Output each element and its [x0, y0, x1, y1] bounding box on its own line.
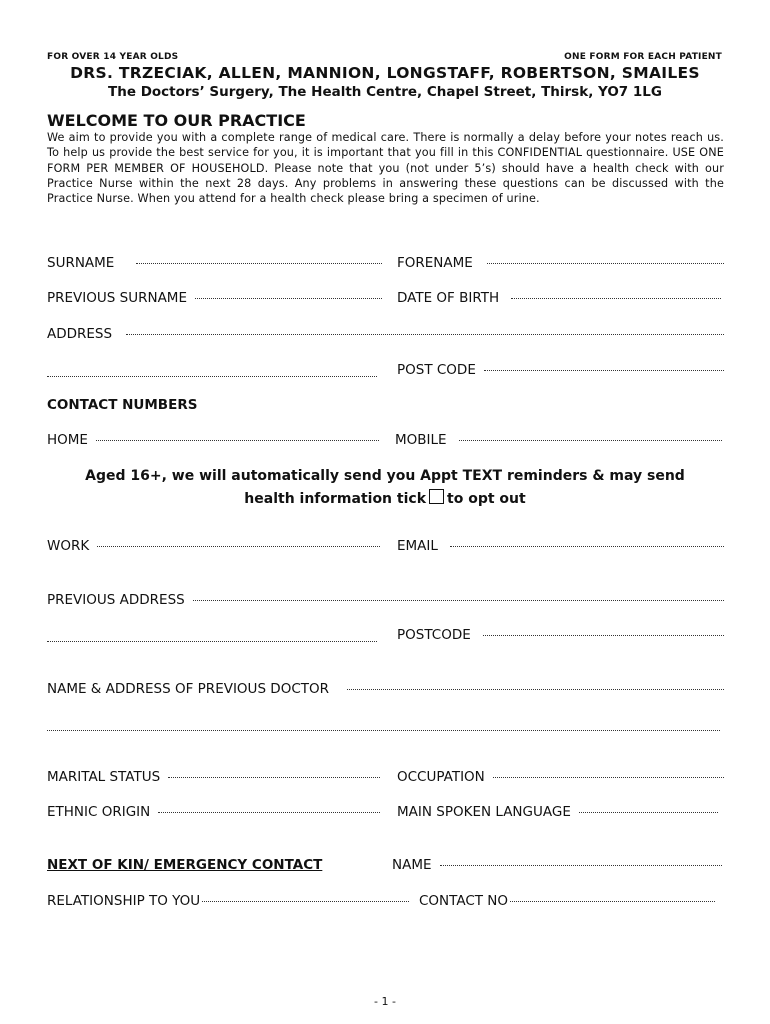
- mobile-label: MOBILE: [395, 432, 447, 448]
- next-of-kin-heading: NEXT OF KIN/ EMERGENCY CONTACT: [47, 857, 323, 873]
- previous-surname-label: PREVIOUS SURNAME: [47, 290, 187, 306]
- previous-postcode-field[interactable]: [397, 627, 724, 643]
- age-note: FOR OVER 14 YEAR OLDS: [47, 52, 179, 62]
- occupation-field[interactable]: [397, 769, 724, 785]
- email-field[interactable]: [397, 538, 724, 554]
- address-label: ADDRESS: [47, 326, 113, 342]
- contact-numbers-heading: CONTACT NUMBERS: [47, 397, 198, 413]
- form-note: ONE FORM FOR EACH PATIENT: [564, 52, 722, 62]
- forename-label: FORENAME: [397, 255, 473, 271]
- notice-line-2-after: to opt out: [447, 491, 526, 507]
- welcome-title: WELCOME TO OUR PRACTICE: [47, 111, 306, 130]
- address-line-2[interactable]: [47, 375, 377, 377]
- ethnic-origin-label: ETHNIC ORIGIN: [47, 804, 151, 820]
- forename-field[interactable]: [397, 255, 724, 271]
- previous-doctor-label: NAME & ADDRESS OF PREVIOUS DOCTOR: [47, 681, 330, 697]
- ethnic-origin-field[interactable]: [47, 804, 380, 820]
- mobile-field[interactable]: [395, 432, 722, 448]
- postcode-label: POSTCODE: [397, 627, 471, 643]
- welcome-text: We aim to provide you with a complete range of medical care. There is normally a delay before your notes reach us. To help us provide the best service for you, it is important that you fill in this CONFIDENTIAL questionnaire. USE ONE FORM PER MEMBER OF HOUSEHOLD. Please note that you (not under 5’s) should have a health check with our Practice Nurse within the next 28 days. Any problems in answering these questions can be discussed with the Practice Nurse. When you attend for a health check please bring a specimen of urine.: [47, 131, 724, 206]
- previous-address-field[interactable]: [47, 592, 724, 608]
- dob-field[interactable]: [397, 290, 721, 306]
- notice-line-2-before: health information tick: [244, 491, 427, 507]
- contact-no-field[interactable]: [419, 893, 715, 909]
- work-label: WORK: [47, 538, 90, 554]
- doctors-heading: DRS. TRZECIAK, ALLEN, MANNION, LONGSTAFF, ROBERTSON, SMAILES: [70, 64, 700, 82]
- previous-surname-field[interactable]: [47, 290, 382, 306]
- main-language-field[interactable]: [397, 804, 718, 820]
- page-number: - 1 -: [374, 995, 396, 1008]
- marital-status-field[interactable]: [47, 769, 380, 785]
- kin-name-field[interactable]: [392, 857, 722, 873]
- previous-address-line-2[interactable]: [47, 640, 377, 642]
- surname-field[interactable]: [47, 255, 382, 271]
- notice-line-2: [0, 488, 770, 511]
- relationship-field[interactable]: [47, 893, 409, 909]
- contact-no-label: CONTACT NO: [419, 893, 509, 909]
- occupation-label: OCCUPATION: [397, 769, 485, 785]
- previous-address-label: PREVIOUS ADDRESS: [47, 592, 185, 608]
- address-field[interactable]: [47, 326, 724, 342]
- notice-line-1: Aged 16+, we will automatically send you Appt TEXT reminders & may send: [85, 468, 685, 484]
- marital-status-label: MARITAL STATUS: [47, 769, 161, 785]
- kin-name-label: NAME: [392, 857, 432, 873]
- opt-out-checkbox[interactable]: [429, 489, 444, 504]
- dob-label: DATE OF BIRTH: [397, 290, 500, 306]
- home-label: HOME: [47, 432, 88, 448]
- main-language-label: MAIN SPOKEN LANGUAGE: [397, 804, 571, 820]
- home-phone-field[interactable]: [47, 432, 379, 448]
- relationship-label: RELATIONSHIP TO YOU: [47, 893, 201, 909]
- previous-doctor-line-2[interactable]: [47, 729, 720, 731]
- post-code-field[interactable]: [397, 362, 724, 378]
- post-code-label: POST CODE: [397, 362, 476, 378]
- work-phone-field[interactable]: [47, 538, 380, 554]
- previous-doctor-field[interactable]: [47, 681, 724, 697]
- surgery-address: The Doctors’ Surgery, The Health Centre, Chapel Street, Thirsk, YO7 1LG: [108, 84, 662, 100]
- surname-label: SURNAME: [47, 255, 115, 271]
- text-reminder-notice: [0, 465, 770, 511]
- email-label: EMAIL: [397, 538, 438, 554]
